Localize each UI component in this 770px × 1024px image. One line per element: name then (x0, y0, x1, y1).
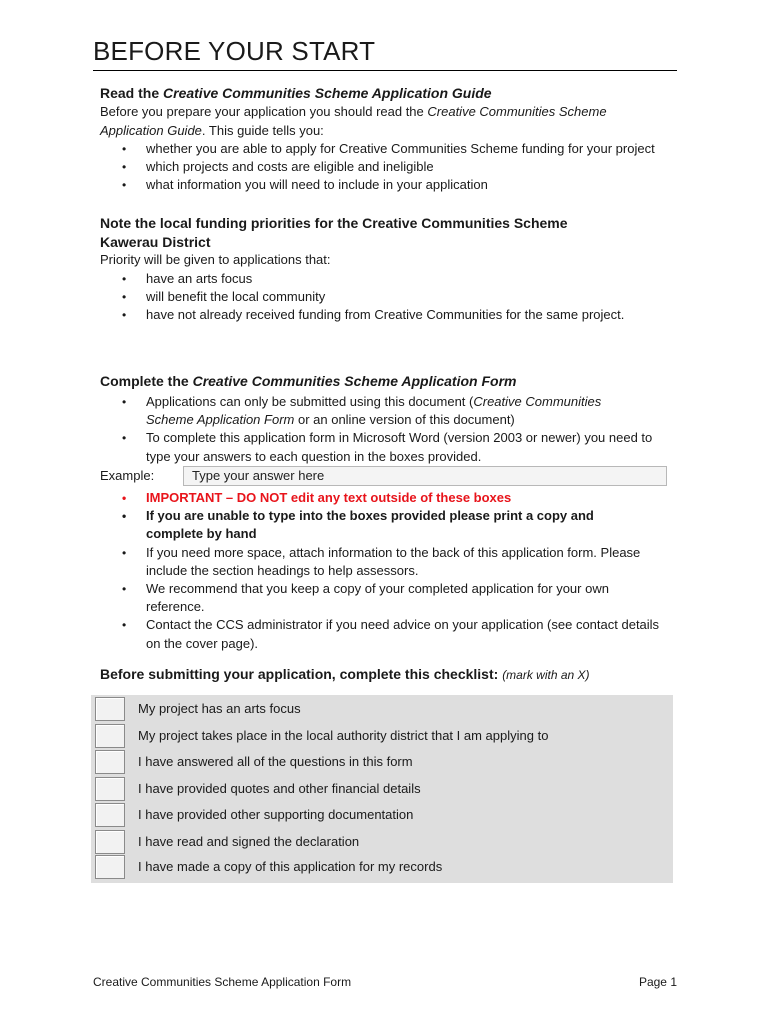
footer-page-number: Page 1 (638, 975, 677, 989)
list-item-text: Applications can only be submitted using this document ( (146, 394, 474, 409)
bullet-glyph: • (122, 272, 127, 286)
checklist-checkbox[interactable] (95, 724, 125, 748)
page-title: BEFORE YOUR START (93, 36, 376, 66)
checklist-checkbox[interactable] (95, 803, 125, 827)
form-bullet-list-bottom (100, 489, 672, 653)
form-bullet-list-top (100, 393, 672, 466)
checklist-label: I have read and signed the declaration (138, 834, 360, 849)
form-heading-plain: Complete the (100, 373, 193, 389)
checklist-checkbox[interactable] (95, 777, 125, 801)
checklist-table (91, 695, 673, 883)
list-item (100, 158, 672, 176)
guide-bullet-list (100, 140, 672, 195)
checklist-label: My project has an arts focus (138, 701, 301, 716)
bullet-glyph: • (122, 545, 127, 560)
list-item (100, 176, 672, 194)
checklist-note: (mark with an X) (502, 668, 590, 682)
list-item-text: which projects and costs are eligible and ineligible (146, 159, 434, 175)
checklist-checkbox[interactable] (95, 830, 125, 854)
checklist-row (91, 855, 673, 881)
bullet-glyph: • (122, 142, 127, 156)
list-item-text: If you need more space, attach information to the back of this application form. Please include the section headings to help assessors. (146, 544, 641, 578)
list-item-text: To complete this application form in Microsoft Word (version 2003 or newer) you need to type your answers to each question in the boxes provided. (146, 430, 653, 464)
priorities-heading-line1: Note the local funding priorities for the Creative Communities Scheme (100, 215, 568, 231)
section-guide-intro (100, 103, 670, 140)
guide-intro-italic: Creative Communities Scheme Application Guide (100, 104, 607, 138)
list-item (100, 140, 672, 158)
list-item-text: whether you are able to apply for Creative Communities Scheme funding for your project (146, 141, 655, 156)
footer-document-name: Creative Communities Scheme Application Form (93, 975, 352, 989)
list-item-text: what information you will need to include in your application (146, 177, 488, 193)
checklist-heading-text: Before submitting your application, complete this checklist: (100, 666, 499, 682)
list-item (100, 429, 672, 465)
form-heading-italic: Creative Communities Scheme Application Form (192, 373, 517, 389)
checklist-heading (100, 666, 590, 682)
checklist-row (91, 830, 673, 856)
list-item-important (100, 489, 672, 507)
example-answer-box[interactable]: Type your answer here (183, 466, 667, 486)
list-item (100, 306, 672, 324)
bullet-glyph: • (122, 308, 127, 323)
list-item-text: We recommend that you keep a copy of your completed application for your own reference. (146, 581, 609, 615)
list-item-text: IMPORTANT – DO NOT edit any text outside of these boxes (146, 490, 512, 505)
checklist-row (91, 697, 673, 723)
example-label: Example: (100, 468, 155, 483)
list-item (100, 616, 672, 652)
checklist-row (91, 803, 673, 829)
bullet-glyph: • (122, 491, 127, 505)
list-item-text: will benefit the local community (146, 289, 326, 305)
checklist-checkbox[interactable] (95, 855, 125, 879)
list-item (100, 288, 672, 306)
section-guide-heading (100, 85, 492, 101)
bullet-glyph: • (122, 509, 127, 524)
bullet-glyph: • (122, 290, 127, 305)
list-item-text: have not already received funding from Creative Communities for the same project. (146, 307, 625, 323)
list-item-text: Contact the CCS administrator if you need advice on your application (see contact details on the cover page). (146, 617, 660, 651)
checklist-row (91, 750, 673, 776)
bullet-glyph: • (122, 431, 127, 446)
list-item (100, 580, 672, 616)
checklist-label: I have answered all of the questions in this form (138, 754, 413, 769)
checklist-label: My project takes place in the local authority district that I am applying to (138, 728, 549, 743)
priorities-intro: Priority will be given to applications that: (100, 252, 331, 267)
list-item-italic: Creative Communities Scheme Application Form (146, 394, 602, 428)
priorities-heading-line2: Kawerau District (100, 234, 211, 250)
checklist-row (91, 724, 673, 750)
guide-intro-text-1: Before you prepare your application you should read the (100, 104, 428, 119)
bullet-glyph: • (122, 160, 127, 175)
list-item (100, 507, 672, 543)
list-item (100, 270, 672, 288)
bullet-glyph: • (122, 582, 127, 597)
checklist-label: I have provided quotes and other financial details (138, 781, 421, 796)
bullet-glyph: • (122, 618, 127, 633)
checklist-checkbox[interactable] (95, 750, 125, 774)
list-item (100, 393, 672, 429)
list-item-text: or an online version of this document) (294, 412, 515, 428)
priorities-bullet-list (100, 270, 672, 325)
section-guide-heading-italic: Creative Communities Scheme Application Guide (163, 85, 492, 101)
list-item-text: have an arts focus (146, 271, 253, 286)
bullet-glyph: • (122, 178, 127, 193)
checklist-checkbox[interactable] (95, 697, 125, 721)
checklist-row (91, 777, 673, 803)
section-form-heading (100, 373, 516, 389)
list-item-text: If you are unable to type into the boxes provided please print a copy and complete by hand (146, 508, 594, 542)
list-item (100, 544, 672, 580)
checklist-label: I have made a copy of this application for my records (138, 859, 443, 874)
title-underline (93, 70, 677, 71)
section-guide-heading-plain: Read the (100, 85, 164, 101)
bullet-glyph: • (122, 395, 127, 409)
section-priorities-heading (100, 214, 568, 252)
checklist-label: I have provided other supporting documentation (138, 807, 414, 822)
guide-intro-text-2: . This guide tells you: (201, 122, 324, 138)
